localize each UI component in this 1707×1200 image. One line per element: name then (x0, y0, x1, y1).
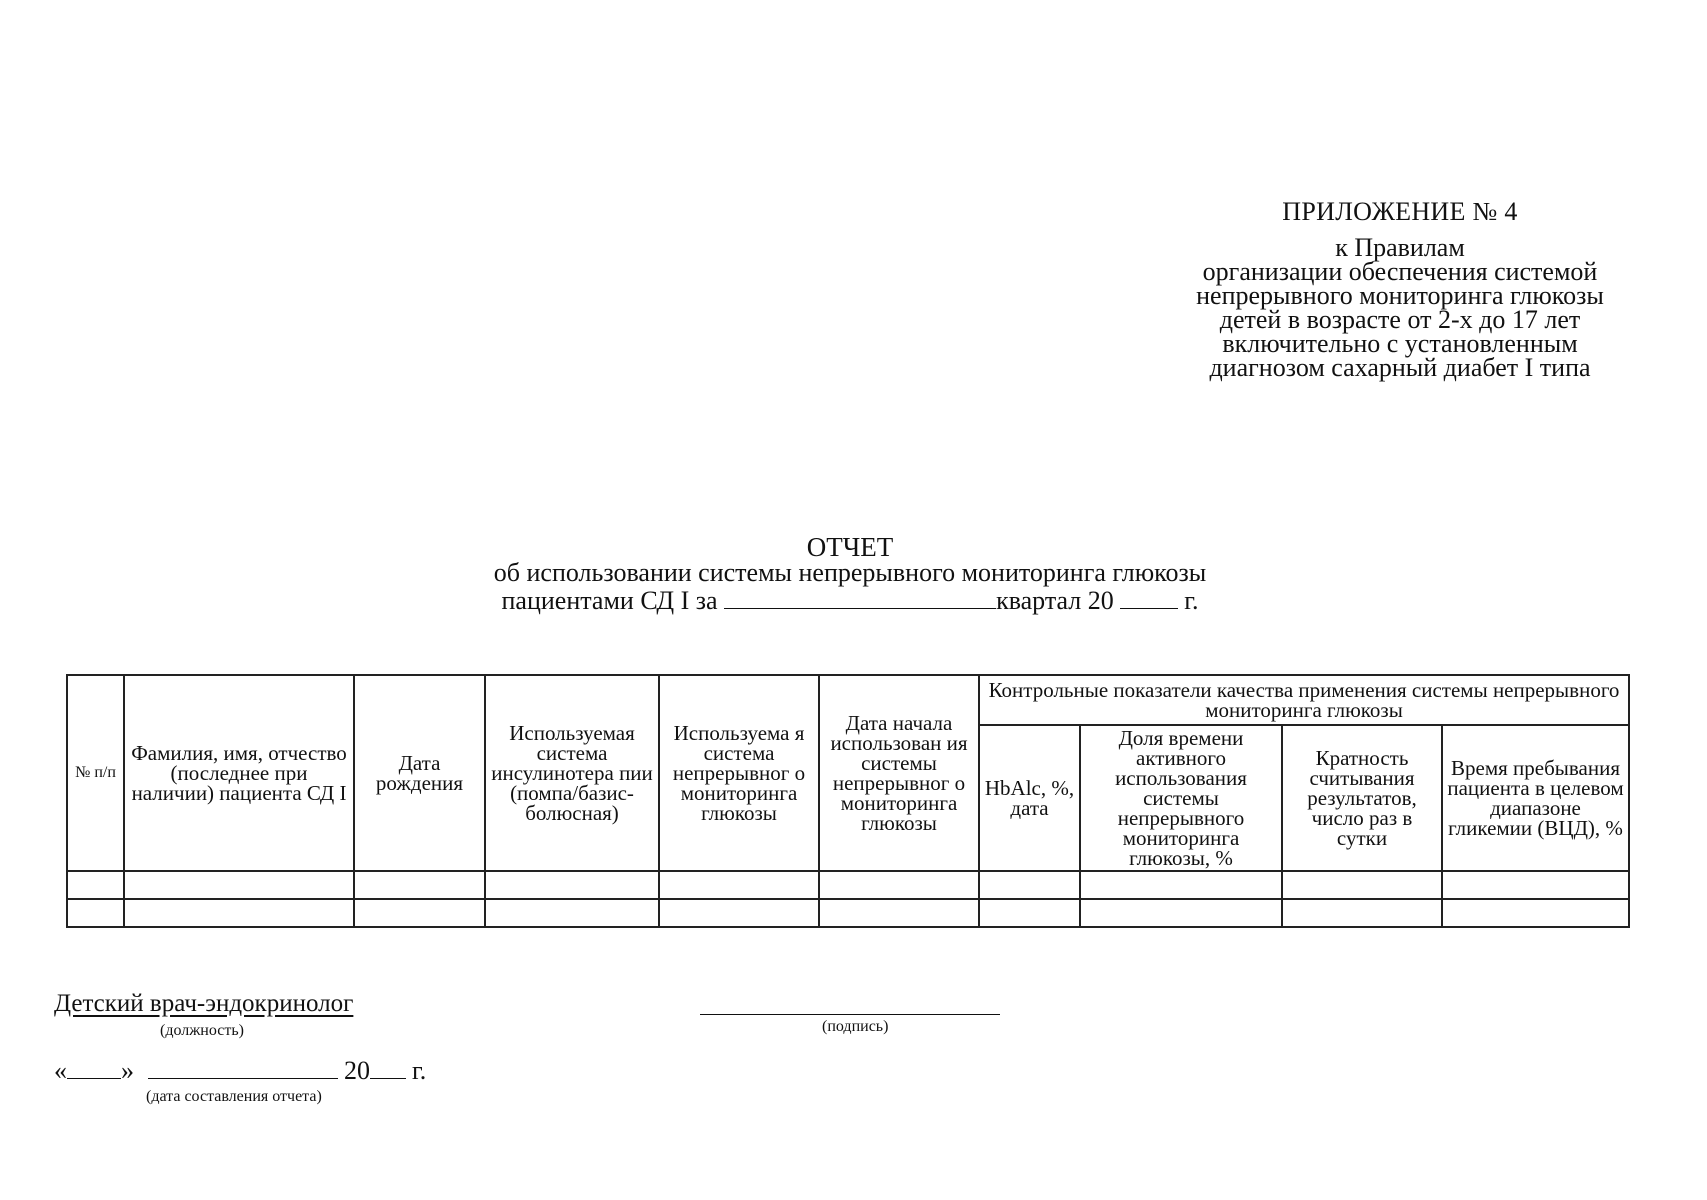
table-cell[interactable] (979, 899, 1080, 927)
position-caption: (должность) (160, 1022, 244, 1039)
table-cell[interactable] (354, 871, 485, 899)
table-cell[interactable] (485, 871, 659, 899)
col-group-header-quality-indicators: Контрольные показатели качества применения системы непрерывного мониторинга глюкозы (979, 675, 1629, 725)
annex-line: непрерывного мониторинга глюкозы (1196, 281, 1604, 310)
month-blank-field[interactable] (148, 1056, 338, 1079)
date-year-prefix: 20 (344, 1056, 370, 1085)
report-quarter-label: квартал 20 (996, 586, 1114, 615)
annex-line: детей в возрасте от 2-х до 17 лет (1219, 305, 1581, 334)
date-year-suffix: г. (412, 1056, 427, 1085)
annex-line: к Правилам (1335, 233, 1465, 262)
table-cell[interactable] (1282, 899, 1442, 927)
table-cell[interactable] (67, 871, 124, 899)
report-title: ОТЧЕТ (806, 532, 894, 562)
date-caption: (дата составления отчета) (146, 1088, 322, 1105)
annex-header (1140, 197, 1660, 382)
table-cell[interactable] (485, 899, 659, 927)
table-cell[interactable] (1442, 899, 1629, 927)
col-header-number: № п/п (67, 675, 124, 871)
annex-line: включительно с установленным (1222, 329, 1578, 358)
table-row (67, 871, 1629, 899)
report-date-row (54, 1056, 426, 1086)
day-blank-field[interactable] (67, 1056, 121, 1079)
annex-line: диагнозом сахарный диабет I типа (1209, 353, 1591, 382)
col-header-birth-date: Дата рождения (354, 675, 485, 871)
annex-line: организации обеспечения системой (1202, 257, 1598, 286)
table-cell[interactable] (1080, 871, 1282, 899)
year-blank-field[interactable] (1120, 586, 1178, 609)
col-header-insulin-system: Используемая система инсулинотера пии (помпа/базис-болюсная) (485, 675, 659, 871)
table-cell[interactable] (819, 899, 979, 927)
table-cell[interactable] (124, 899, 354, 927)
date-close-quote: » (121, 1056, 134, 1085)
year-suffix-blank-field[interactable] (370, 1056, 406, 1079)
col-header-time-in-range: Время пребывания пациента в целевом диапазоне гликемии (ВЦД), % (1442, 725, 1629, 871)
table-cell[interactable] (1080, 899, 1282, 927)
col-header-full-name: Фамилия, имя, отчество (последнее при наличии) пациента СД I (124, 675, 354, 871)
col-header-hba1c: HbAlc, %, дата (979, 725, 1080, 871)
table-cell[interactable] (659, 871, 819, 899)
table-cell[interactable] (979, 871, 1080, 899)
position-value[interactable]: Детский врач-эндокринолог (54, 990, 354, 1017)
table-cell[interactable] (354, 899, 485, 927)
col-header-start-date: Дата начала использован ия системы непрерывног о мониторинга глюкозы (819, 675, 979, 871)
signature-caption: (подпись) (822, 1018, 889, 1035)
table-cell[interactable] (124, 871, 354, 899)
report-table (66, 674, 1630, 928)
col-header-cgm-system: Используема я система непрерывног о мониторинга глюкозы (659, 675, 819, 871)
report-subtitle-line-1: об использовании системы непрерывного мониторинга глюкозы (493, 558, 1207, 587)
report-year-suffix: г. (1184, 586, 1199, 615)
table-cell[interactable] (1442, 871, 1629, 899)
report-heading (420, 534, 1280, 614)
annex-title: ПРИЛОЖЕНИЕ № 4 (1282, 197, 1518, 226)
col-header-active-use-share: Доля времени активного использования системы непрерывного мониторинга глюкозы, % (1080, 725, 1282, 871)
table-cell[interactable] (659, 899, 819, 927)
table-cell[interactable] (67, 899, 124, 927)
date-open-quote: « (54, 1056, 67, 1085)
table-cell[interactable] (819, 871, 979, 899)
table-row (67, 899, 1629, 927)
report-prefix: пациентами СД I за (501, 586, 718, 615)
quarter-blank-field[interactable] (724, 586, 996, 609)
report-subtitle-line-2 (420, 586, 1280, 614)
signature-blank-field[interactable] (700, 1014, 1000, 1015)
col-header-scan-frequency: Кратность считывания результатов, число раз в сутки (1282, 725, 1442, 871)
table-cell[interactable] (1282, 871, 1442, 899)
